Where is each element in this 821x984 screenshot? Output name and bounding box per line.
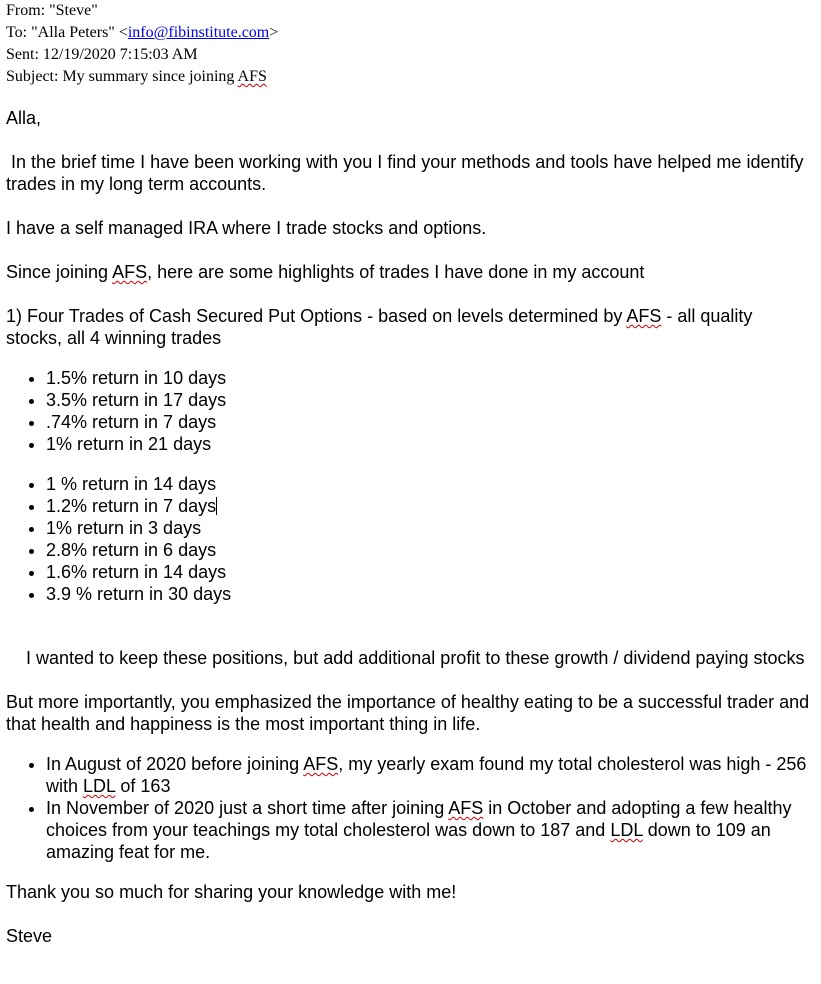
subject-prefix: My summary since joining	[62, 68, 235, 85]
to-close-bracket: >	[269, 24, 279, 41]
paragraph-thanks: Thank you so much for sharing your knowledge with me!	[6, 882, 457, 902]
email-body[interactable]	[6, 107, 811, 947]
subject-row	[6, 66, 278, 88]
list-item: • 1 % return in 14 days	[46, 473, 811, 495]
bullet-b-text-3: down to 109 an amazing feat for me.	[46, 820, 771, 862]
para3-afs: AFS	[112, 262, 148, 282]
list-item: • 1.5% return in 10 days	[46, 367, 811, 389]
bullet-a-text-2: , my yearly exam found my total cholesterol was high - 256 with	[46, 754, 807, 796]
from-row	[6, 0, 278, 22]
to-email-link[interactable]: info@fibinstitute.com	[127, 24, 270, 41]
para4-suffix: - all quality stocks, all 4 winning trades	[6, 306, 753, 348]
from-label: From:	[6, 2, 46, 19]
list-item: • 2.8% return in 6 days	[46, 539, 811, 561]
list-item: • 3.9 % return in 30 days	[46, 583, 811, 605]
subject-label: Subject:	[6, 68, 59, 85]
list-item: • 1.6% return in 14 days	[46, 561, 811, 583]
para4-prefix: 1) Four Trades of Cash Secured Put Options - based on levels determined by	[6, 306, 623, 326]
bullet-b-text-2: in October and adopting a few healthy choices from your teachings my total cholesterol was down to 187 and	[46, 798, 792, 840]
to-label: To:	[6, 24, 28, 41]
paragraph-ira: I have a self managed IRA where I trade stocks and options.	[6, 218, 487, 238]
para4-afs: AFS	[626, 306, 662, 326]
cholesterol-list	[6, 753, 811, 863]
bullet-a-ldl: LDL	[83, 776, 116, 796]
to-row	[6, 22, 278, 44]
paragraph-positions-text: I wanted to keep these positions, but add additional profit to these growth / dividend paying stocks	[26, 648, 805, 668]
paragraph-highlights	[6, 261, 811, 283]
sent-label: Sent:	[6, 46, 39, 63]
from-value: "Steve"	[49, 2, 98, 19]
paragraph-positions	[6, 647, 811, 669]
paragraph-intro	[6, 151, 811, 195]
list-item: • 1% return in 3 days	[46, 517, 811, 539]
list-item	[46, 495, 811, 517]
sent-row	[6, 44, 278, 66]
bullet-a-text-1: In August of 2020 before joining	[46, 754, 300, 774]
bullet-a-afs: AFS	[303, 754, 339, 774]
list-item: • 1% return in 21 days	[46, 433, 811, 455]
list-item: • .74% return in 7 days	[46, 411, 811, 433]
email-header	[6, 0, 278, 88]
text-cursor	[216, 497, 217, 515]
list-item: • 3.5% return in 17 days	[46, 389, 811, 411]
bullet-a-text-3: of 163	[120, 776, 171, 796]
para3-suffix: , here are some highlights of trades I have done in my account	[147, 262, 645, 282]
sent-value: 12/19/2020 7:15:03 AM	[42, 46, 198, 63]
returns-list-1	[6, 367, 811, 455]
paragraph-put-options	[6, 305, 811, 349]
returns-list-2	[6, 473, 811, 605]
list-item-text: 1.2% return in 7 days	[46, 496, 217, 516]
bullet-b-text-1: In November of 2020 just a short time after joining	[46, 798, 445, 818]
to-name: "Alla Peters"	[31, 24, 115, 41]
bullet-b-afs: AFS	[448, 798, 484, 818]
para3-prefix: Since joining	[6, 262, 109, 282]
subject-afs: AFS	[237, 68, 267, 85]
greeting: Alla,	[6, 108, 42, 128]
list-item-november	[46, 797, 811, 863]
to-open-bracket: <	[118, 24, 128, 41]
signature: Steve	[6, 926, 53, 946]
list-item-august	[46, 753, 811, 797]
paragraph-intro-text: In the brief time I have been working with you I find your methods and tools have helped me identify trades in my long term accounts.	[6, 152, 804, 194]
paragraph-health: But more importantly, you emphasized the importance of healthy eating to be a successful trader and that health and happiness is the most important thing in life.	[6, 692, 810, 734]
bullet-b-ldl: LDL	[610, 820, 643, 840]
